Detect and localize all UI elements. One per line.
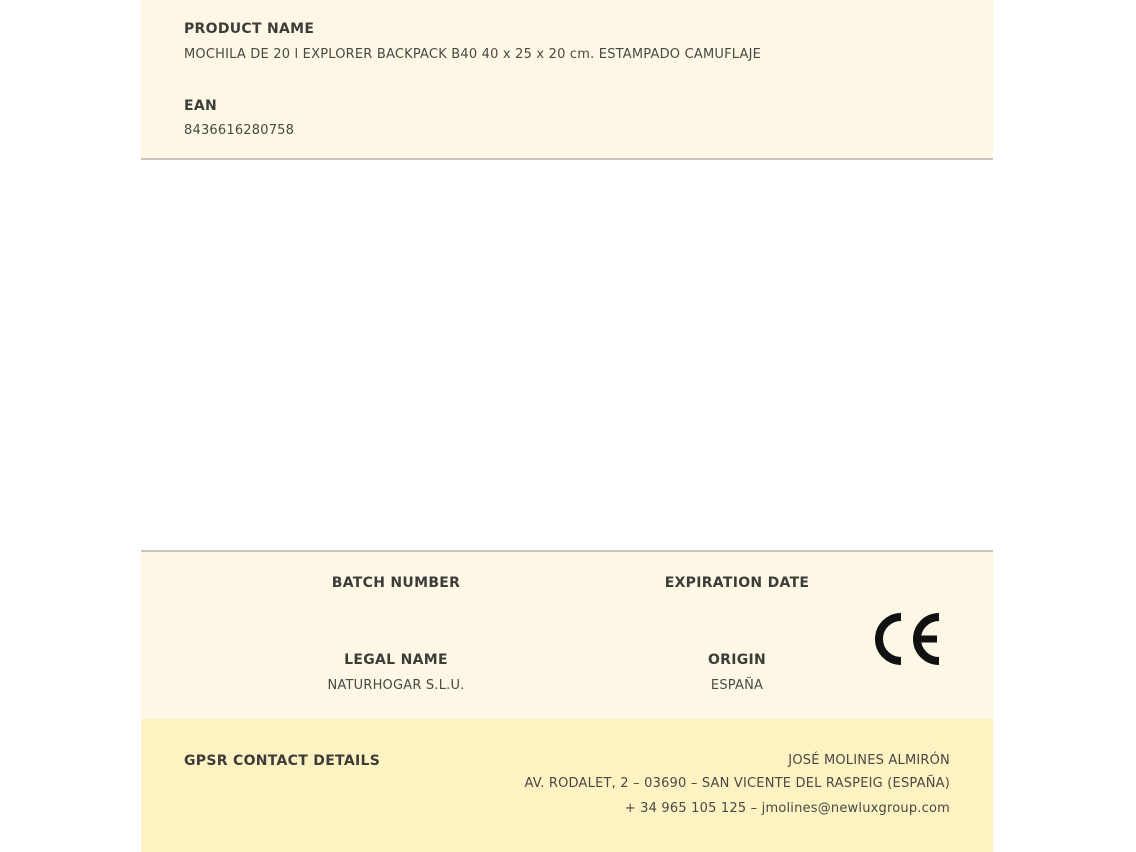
product-label-sheet bbox=[141, 0, 993, 852]
batch-number-label: BATCH NUMBER bbox=[331, 575, 461, 591]
details-panel bbox=[141, 550, 993, 721]
contact-person: JOSÉ MOLINES ALMIRÓN bbox=[788, 753, 950, 768]
ean-value: 8436616280758 bbox=[184, 123, 295, 138]
gpsr-contact-label: GPSR CONTACT DETAILS bbox=[184, 753, 381, 769]
ean-label: EAN bbox=[184, 98, 218, 114]
expiration-date-label: EXPIRATION DATE bbox=[664, 575, 810, 591]
contact-address: AV. RODALET, 2 – 03690 – SAN VICENTE DEL RASPEIG (ESPAÑA) bbox=[524, 776, 950, 791]
product-name-label: PRODUCT NAME bbox=[184, 21, 315, 37]
blank-area bbox=[141, 160, 993, 550]
product-info-panel bbox=[141, 0, 993, 160]
contact-phone-email: + 34 965 105 125 – jmolines@newluxgroup.com bbox=[624, 801, 950, 816]
ce-mark-icon bbox=[871, 611, 946, 667]
origin-value: ESPAÑA bbox=[710, 678, 764, 693]
contact-panel bbox=[141, 719, 993, 852]
legal-name-label: LEGAL NAME bbox=[344, 652, 448, 668]
product-name-value: MOCHILA DE 20 l EXPLORER BACKPACK B40 40 x 25 x 20 cm. ESTAMPADO CAMUFLAJE bbox=[184, 47, 762, 62]
legal-name-value: NATURHOGAR S.L.U. bbox=[327, 678, 465, 693]
origin-label: ORIGIN bbox=[707, 652, 767, 668]
